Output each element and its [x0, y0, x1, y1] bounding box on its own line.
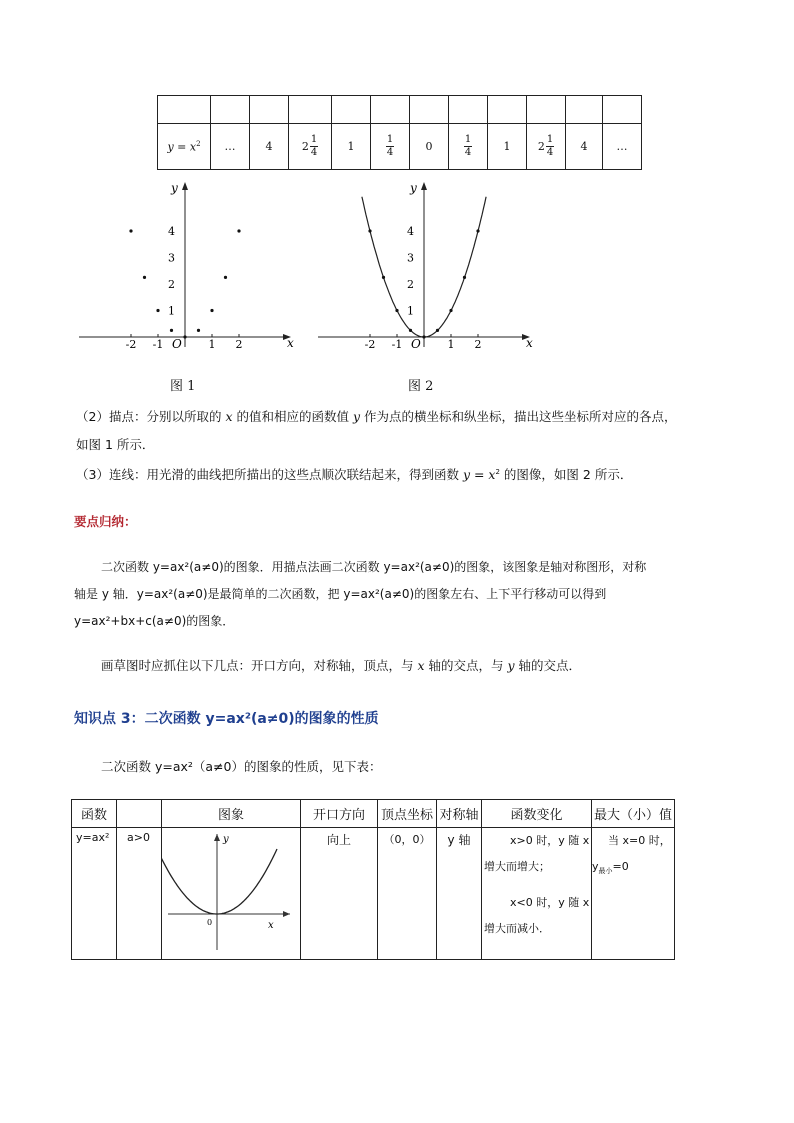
header-cell: 顶点坐标	[378, 800, 437, 828]
axis-cell: y 轴	[437, 828, 482, 960]
properties-table-header-row	[72, 800, 675, 828]
x-tick-label: 2	[235, 338, 243, 351]
vertex-cell: （0，0）	[378, 828, 437, 960]
value-table-header-row	[158, 96, 642, 124]
x-tick-label: -1	[152, 338, 164, 351]
value-table-cell	[158, 96, 211, 124]
value-table-cell	[289, 96, 332, 124]
value-table-cell: 1	[332, 124, 371, 170]
value-table-cell	[603, 96, 642, 124]
data-point	[237, 229, 240, 232]
data-point	[183, 335, 186, 338]
data-point	[224, 276, 227, 279]
x-tick-label: 1	[447, 338, 455, 351]
y-axis-arrow	[421, 182, 427, 190]
value-table	[157, 95, 642, 170]
value-table-cell: …	[603, 124, 642, 170]
summary-p2: 画草图时应抓住以下几点：开口方向，对称轴，顶点，与 x 轴的交点，与 y 轴的交点．	[101, 658, 582, 673]
header-cell: 函数变化	[482, 800, 592, 828]
summary-heading: 要点归纳：	[74, 514, 137, 529]
y-tick-label: 3	[407, 251, 414, 265]
value-table-cell: 4	[566, 124, 603, 170]
header-cell	[117, 800, 162, 828]
graph-origin-label: 0	[207, 918, 213, 927]
header-cell: 对称轴	[437, 800, 482, 828]
data-point	[463, 276, 466, 279]
data-point	[476, 229, 479, 232]
value-table-cell: 1	[488, 124, 527, 170]
parabola-curve	[162, 849, 277, 914]
summary-p1-line1: 二次函数 y=ax²(a≠0)的图象．用描点法画二次函数 y=ax²(a≠0)的图象，该图象是轴对称图形，对称	[101, 560, 647, 574]
properties-table	[71, 799, 675, 960]
x-tick-label: 2	[474, 338, 482, 351]
value-table-cell	[250, 96, 289, 124]
value-table-cell: 0	[410, 124, 449, 170]
step2-line1: （2）描点：分别以所取的 x 的值和相应的函数值 y 作为点的横坐标和纵坐标，描出这些坐标所对应的各点，	[76, 409, 677, 424]
value-table-cell	[449, 96, 488, 124]
graph-x-label: x	[268, 920, 274, 931]
y-tick-label: 1	[168, 304, 175, 318]
x-tick-label: -2	[364, 338, 376, 351]
value-table-cell: 2 $\frac{1}{4}$	[289, 124, 332, 170]
y-tick-label: 2	[407, 278, 414, 291]
y-axis-label: y	[410, 181, 417, 195]
section3-heading: 知识点 3：二次函数 y=ax²(a≠0)的图象的性质	[74, 711, 379, 727]
data-point	[422, 335, 425, 338]
y-tick-label: 4	[168, 225, 175, 238]
data-point	[449, 309, 452, 312]
data-point	[382, 276, 385, 279]
value-table-cell	[527, 96, 566, 124]
value-table-cell: …	[211, 124, 250, 170]
y-tick-label: 4	[407, 225, 414, 238]
step2-line2: 如图 1 所示．	[76, 437, 155, 452]
header-cell: 最大（小）值	[592, 800, 675, 828]
figure-1-scatter	[79, 181, 294, 351]
step3-line: （3）连线：用光滑的曲线把所描出的这些点顺次联结起来，得到函数 $y = x^2$ 的图像，如图 2 所示．	[76, 467, 633, 483]
func-cell: y=ax²	[72, 828, 117, 960]
parabola-sketch	[162, 828, 300, 956]
cond-cell: a>0	[117, 828, 162, 960]
origin-label: O	[172, 337, 182, 351]
value-table-cell	[211, 96, 250, 124]
summary-p1-line3: y=ax²+bx+c(a≠0)的图象．	[74, 614, 235, 628]
opening-cell: 向上	[301, 828, 378, 960]
value-table-cell	[488, 96, 527, 124]
origin-label: O	[411, 337, 421, 351]
y-tick-label: 3	[168, 251, 175, 265]
data-point	[197, 329, 200, 332]
properties-table-row	[72, 828, 675, 960]
y-tick-label: 1	[407, 304, 414, 318]
value-table-cell	[566, 96, 603, 124]
value-table-cell	[410, 96, 449, 124]
data-point	[143, 276, 146, 279]
x-tick-label: -2	[125, 338, 137, 351]
figure-2-caption: 图 2	[408, 379, 434, 394]
section3-intro: 二次函数 y=ax²（a≠0）的图象的性质，见下表：	[101, 759, 382, 774]
data-point	[395, 309, 398, 312]
data-point	[368, 229, 371, 232]
figure-1-caption: 图 1	[170, 379, 196, 394]
data-point	[156, 309, 159, 312]
graph-y-label: y	[223, 834, 229, 845]
summary-p1-line2: 轴是 y 轴．y=ax²(a≠0)是最简单的二次函数，把 y=ax²(a≠0)的图象左右、上下平行移动可以得到	[74, 587, 607, 601]
x-tick-label: -1	[391, 338, 403, 351]
x-axis-label: x	[287, 336, 294, 350]
value-table-cell: 2 $\frac{1}{4}$	[527, 124, 566, 170]
value-table-label-cell: $y = x^2$	[158, 124, 211, 170]
x-tick-label: 1	[208, 338, 216, 351]
figures-area	[70, 170, 540, 395]
y-axis-label: y	[171, 181, 178, 195]
data-point	[170, 329, 173, 332]
data-point	[436, 329, 439, 332]
figure-2-parabola	[318, 181, 533, 351]
data-point	[129, 229, 132, 232]
y-axis-arrow	[182, 182, 188, 190]
y-tick-label: 2	[168, 278, 175, 291]
value-table-cell: $\frac{1}{4}$	[371, 124, 410, 170]
x-axis-label: x	[526, 336, 533, 350]
data-point	[409, 329, 412, 332]
value-table-value-row	[158, 124, 642, 170]
header-cell: 开口方向	[301, 800, 378, 828]
value-table-cell: 4	[250, 124, 289, 170]
value-table-cell	[371, 96, 410, 124]
graph-cell	[162, 828, 301, 960]
value-table-cell: $\frac{1}{4}$	[449, 124, 488, 170]
value-table-cell	[332, 96, 371, 124]
header-cell: 图象	[162, 800, 301, 828]
data-point	[210, 309, 213, 312]
header-cell: 函数	[72, 800, 117, 828]
extreme-cell: 当 x=0 时， $y_{最小}=0$	[592, 828, 675, 960]
change-cell: x>0 时，y 随 x 增大而增大； x<0 时，y 随 x 增大而减小．	[482, 828, 592, 960]
